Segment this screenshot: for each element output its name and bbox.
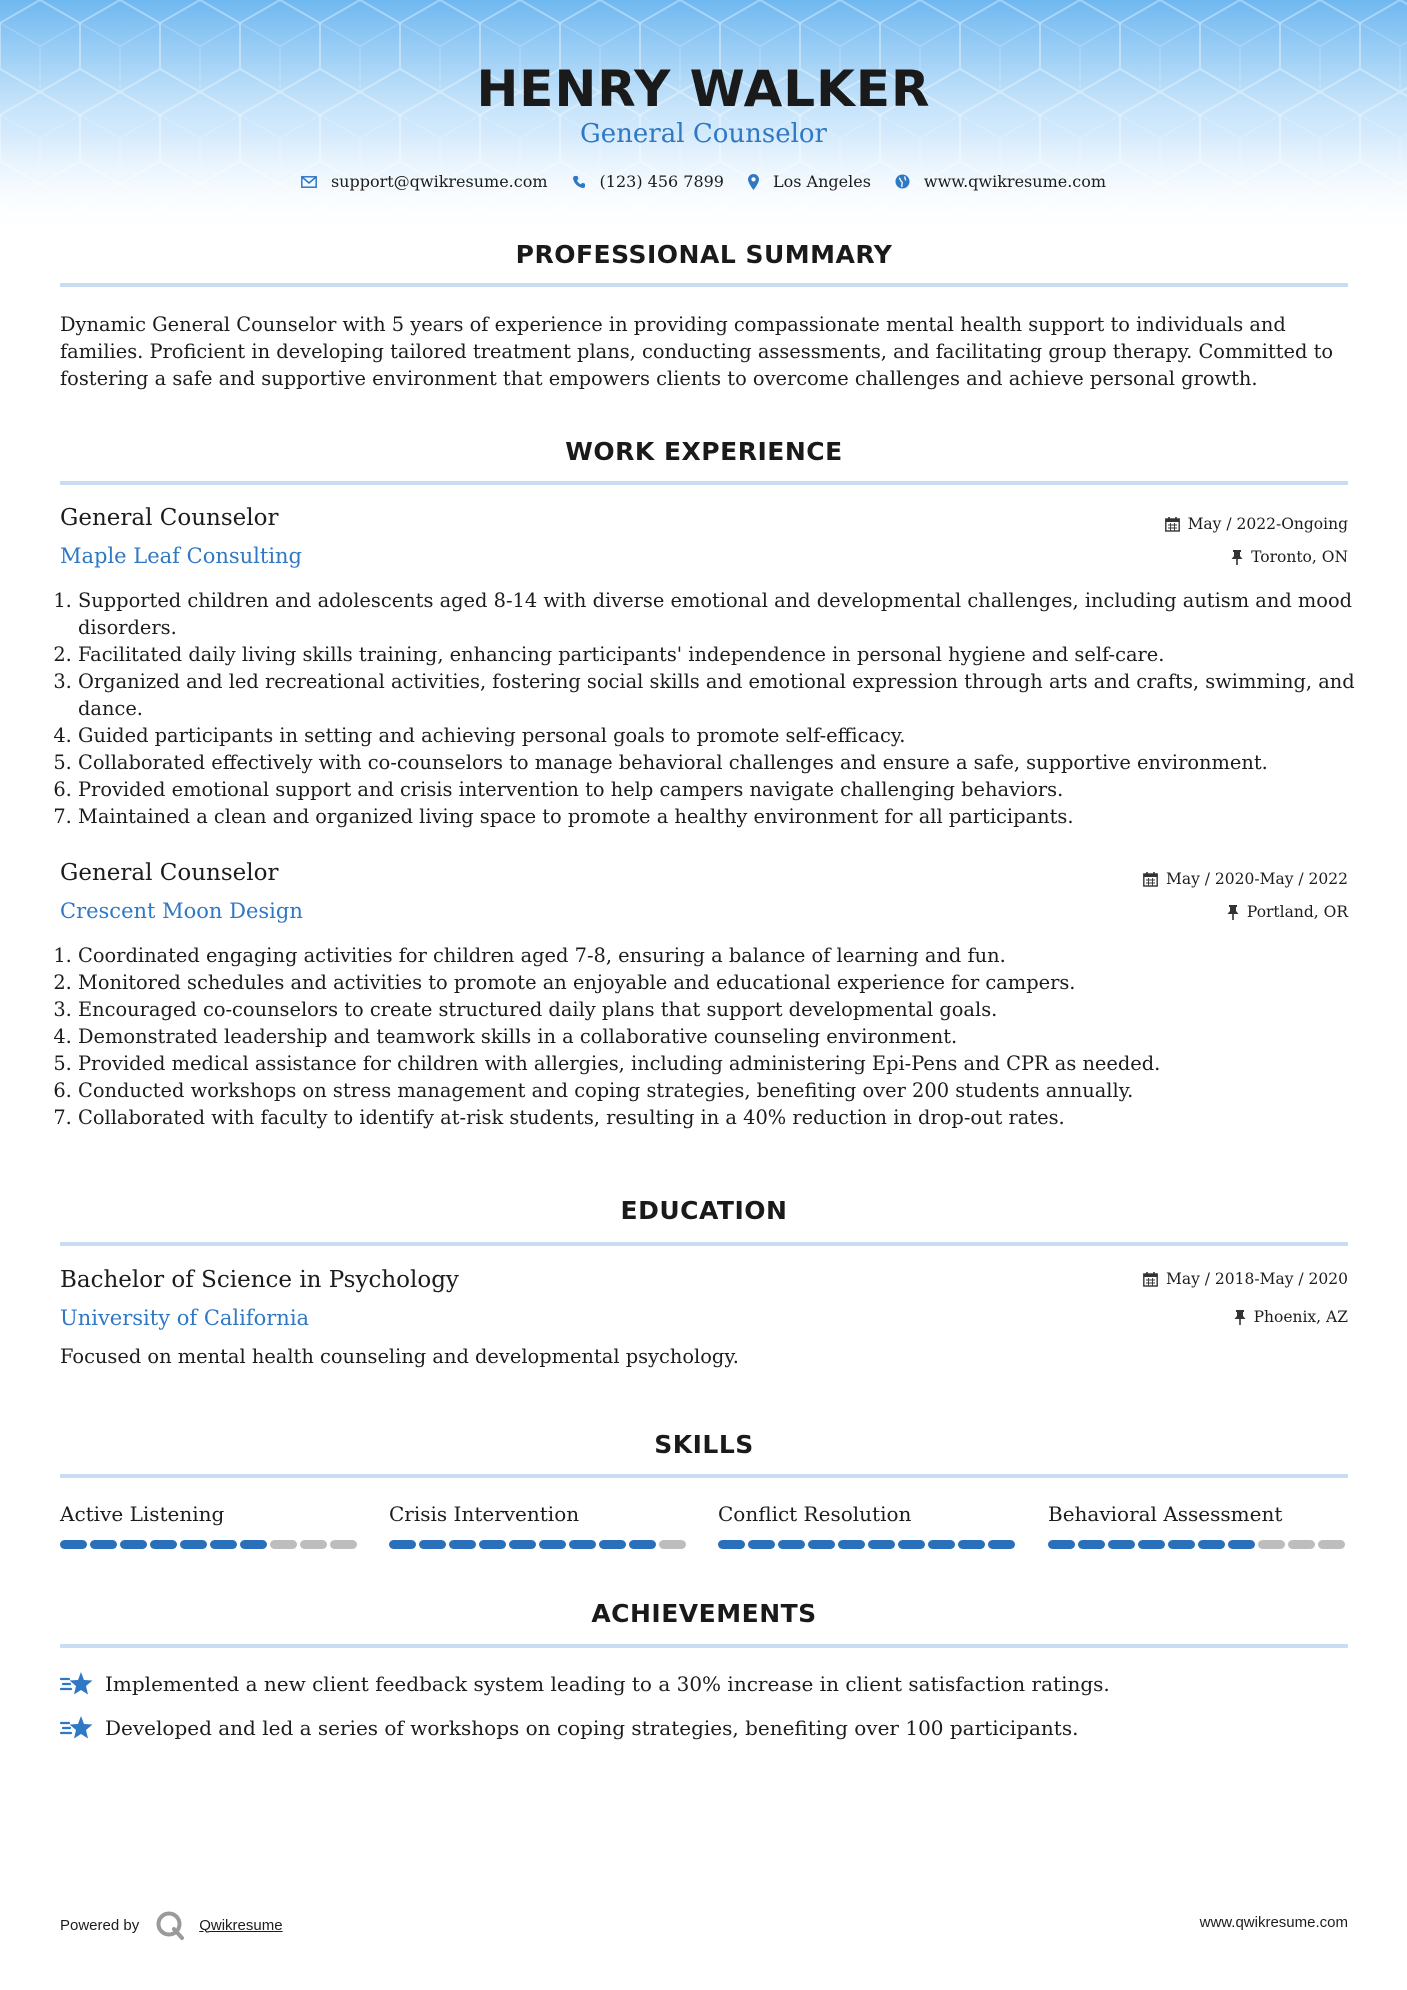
calendar-icon [1143, 872, 1158, 887]
job-location-text: Toronto, ON [1251, 548, 1348, 566]
skill-segment [300, 1540, 327, 1549]
education-location [1234, 1308, 1348, 1326]
skill-segment [718, 1540, 745, 1549]
skill-segment [509, 1540, 536, 1549]
list-item: 7. Maintained a clean and organized living space to promote a healthy environment for all participants. [78, 803, 1372, 830]
education-degree: Bachelor of Science in Psychology [60, 1267, 459, 1293]
pushpin-icon [1227, 905, 1239, 920]
calendar-icon [1143, 1272, 1158, 1287]
skill-name: Active Listening [60, 1502, 225, 1526]
skill-segment [808, 1540, 835, 1549]
experience-heading: WORK EXPERIENCE [565, 437, 843, 466]
skill-segment [569, 1540, 596, 1549]
shooting-star-icon [60, 1714, 94, 1742]
skill-segment [988, 1540, 1015, 1549]
skill-segment [539, 1540, 566, 1549]
job-dates [1165, 515, 1348, 533]
skill-segment [659, 1540, 686, 1549]
skill-segment [1048, 1540, 1075, 1549]
skills-divider [60, 1474, 1348, 1478]
job-company: Crescent Moon Design [60, 899, 303, 923]
list-item: 4. Guided participants in setting and achieving personal goals to promote self-efficacy. [78, 722, 1372, 749]
candidate-title: General Counselor [580, 119, 827, 149]
achievement-item [60, 1714, 1078, 1742]
skill-segment [60, 1540, 87, 1549]
experience-divider [60, 481, 1348, 485]
candidate-name: HENRY WALKER [476, 60, 931, 118]
map-pin-icon [748, 174, 759, 190]
shooting-star-icon [60, 1670, 94, 1698]
footer-website-link[interactable]: www.qwikresume.com [1199, 1914, 1348, 1931]
list-item: 6. Provided emotional support and crisis intervention to help campers navigate challenging behaviors. [78, 776, 1372, 803]
list-item: 3. Encouraged co-counselors to create structured daily plans that support developmental goals. [78, 996, 1372, 1023]
summary-divider [60, 283, 1348, 287]
skill-segment [599, 1540, 626, 1549]
footer [60, 1900, 1348, 1940]
skill-item [1048, 1500, 1348, 1549]
globe-icon [895, 174, 910, 189]
skill-item [60, 1500, 360, 1549]
skill-segment [479, 1540, 506, 1549]
skill-segment [449, 1540, 476, 1549]
list-item: 1. Supported children and adolescents aged 8-14 with diverse emotional and developmental challenges, including autism and mood disorders. [78, 587, 1372, 641]
skill-name: Behavioral Assessment [1048, 1502, 1283, 1526]
skill-segment [1318, 1540, 1345, 1549]
list-item: 5. Provided medical assistance for children with allergies, including administering Epi-Pens and CPR as needed. [78, 1050, 1372, 1077]
skill-level-bar [718, 1540, 1018, 1549]
job-location-text: Portland, OR [1246, 903, 1348, 921]
skill-segment [270, 1540, 297, 1549]
skill-name: Crisis Intervention [389, 1502, 580, 1526]
education-school: University of California [60, 1306, 310, 1330]
skill-segment [868, 1540, 895, 1549]
skill-level-bar [60, 1540, 360, 1549]
job-company: Maple Leaf Consulting [60, 544, 303, 568]
skill-segment [778, 1540, 805, 1549]
job-location [1231, 548, 1348, 566]
skill-item [718, 1500, 1018, 1549]
contact-website[interactable] [895, 172, 1106, 191]
skill-segment [838, 1540, 865, 1549]
list-item: 2. Monitored schedules and activities to promote an enjoyable and educational experience for campers. [78, 969, 1372, 996]
contact-bar [0, 172, 1407, 191]
education-description: Focused on mental health counseling and developmental psychology. [60, 1345, 739, 1368]
contact-location [748, 172, 871, 191]
job-location [1227, 903, 1348, 921]
achievement-text: Implemented a new client feedback system leading to a 30% increase in client satisfaction ratings. [105, 1672, 1110, 1696]
education-divider [60, 1242, 1348, 1246]
skill-segment [1138, 1540, 1165, 1549]
list-item: 3. Organized and led recreational activities, fostering social skills and emotional expression through arts and crafts, swimming, and dance. [78, 668, 1372, 722]
job-dates [1143, 870, 1348, 888]
list-item: 2. Facilitated daily living skills training, enhancing participants' independence in personal hygiene and self-care. [78, 641, 1372, 668]
pushpin-icon [1234, 1310, 1246, 1325]
skill-segment [90, 1540, 117, 1549]
skill-level-bar [1048, 1540, 1348, 1549]
calendar-icon [1165, 517, 1180, 532]
pushpin-icon [1231, 550, 1243, 565]
achievements-heading: ACHIEVEMENTS [591, 1599, 817, 1628]
skill-segment [150, 1540, 177, 1549]
education-heading: EDUCATION [620, 1196, 788, 1225]
job-title: General Counselor [60, 860, 279, 886]
phone-icon [572, 175, 586, 189]
contact-phone-text: (123) 456 7899 [599, 172, 724, 191]
skill-segment [180, 1540, 207, 1549]
skill-segment [389, 1540, 416, 1549]
achievement-item [60, 1670, 1110, 1698]
skill-segment [1168, 1540, 1195, 1549]
skill-level-bar [389, 1540, 689, 1549]
skill-segment [330, 1540, 357, 1549]
skill-segment [629, 1540, 656, 1549]
contact-location-text: Los Angeles [772, 172, 871, 191]
job-bullets [56, 587, 1372, 830]
summary-heading: PROFESSIONAL SUMMARY [515, 240, 893, 269]
list-item: 7. Collaborated with faculty to identify at-risk students, resulting in a 40% reduction in drop-out rates. [78, 1104, 1372, 1131]
skill-segment [898, 1540, 925, 1549]
powered-by-label: Powered by [60, 1916, 140, 1934]
skill-segment [928, 1540, 955, 1549]
job-dates-text: May / 2020-May / 2022 [1165, 870, 1348, 888]
footer-powered-by [60, 1910, 283, 1940]
skills-heading: SKILLS [654, 1430, 754, 1459]
achievement-text: Developed and led a series of workshops on coping strategies, benefiting over 100 participants. [105, 1716, 1079, 1740]
skill-name: Conflict Resolution [718, 1502, 912, 1526]
skill-segment [1228, 1540, 1255, 1549]
list-item: 5. Collaborated effectively with co-counselors to manage behavioral challenges and ensure a safe, supportive environment. [78, 749, 1372, 776]
list-item: 4. Demonstrated leadership and teamwork skills in a collaborative counseling environment. [78, 1023, 1372, 1050]
skill-segment [120, 1540, 147, 1549]
skill-segment [1108, 1540, 1135, 1549]
list-item: 6. Conducted workshops on stress management and coping strategies, benefiting over 200 students annually. [78, 1077, 1372, 1104]
contact-email[interactable] [301, 172, 548, 191]
skill-segment [240, 1540, 267, 1549]
skill-segment [210, 1540, 237, 1549]
contact-email-text: support@qwikresume.com [330, 172, 548, 191]
summary-text: Dynamic General Counselor with 5 years of experience in providing compassionate mental health support to individuals and families. Proficient in developing tailored treatment plans, conducting assessments, and facilitating group therapy. Committed to fostering a safe and supportive environment that empowers clients to overcome challenges and achieve personal growth. [60, 313, 1334, 390]
achievements-divider [60, 1644, 1348, 1648]
skill-segment [1078, 1540, 1105, 1549]
skill-item [389, 1500, 689, 1549]
envelope-icon [301, 176, 317, 188]
skill-segment [1258, 1540, 1285, 1549]
contact-website-text: www.qwikresume.com [923, 172, 1107, 191]
skill-segment [1288, 1540, 1315, 1549]
education-location-text: Phoenix, AZ [1253, 1308, 1348, 1326]
education-dates [1143, 1270, 1348, 1288]
qwikresume-link[interactable]: Qwikresume [199, 1916, 283, 1934]
skill-segment [419, 1540, 446, 1549]
qwikresume-logo-icon [155, 1910, 185, 1940]
job-dates-text: May / 2022-Ongoing [1187, 515, 1348, 533]
education-dates-text: May / 2018-May / 2020 [1165, 1270, 1348, 1288]
job-title: General Counselor [60, 505, 279, 531]
list-item: 1. Coordinated engaging activities for children aged 7-8, ensuring a balance of learning and fun. [78, 942, 1372, 969]
skill-segment [1198, 1540, 1225, 1549]
job-bullets [56, 942, 1372, 1131]
contact-phone[interactable] [572, 172, 724, 191]
skill-segment [958, 1540, 985, 1549]
skill-segment [748, 1540, 775, 1549]
